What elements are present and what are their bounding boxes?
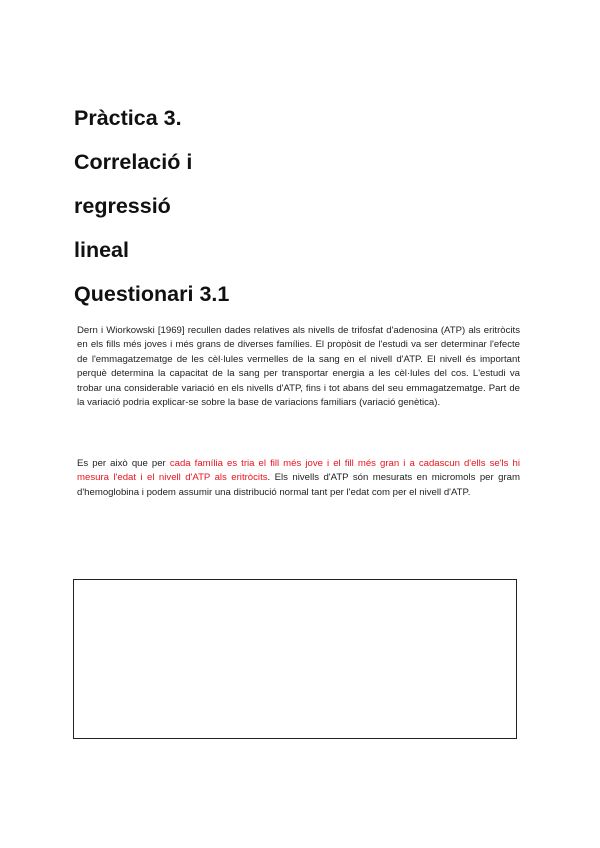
title-line-correlacio: Correlació i xyxy=(74,150,193,174)
design-text-before: Es per això que per xyxy=(77,458,170,469)
title-line-questionari: Questionari 3.1 xyxy=(74,282,230,306)
title-line-regressio: regressió xyxy=(74,194,171,218)
design-paragraph xyxy=(77,457,520,500)
intro-paragraph: Dern i Wiorkowski [1969] recullen dades relatives als nivells de trifosfat d'adenosina (ATP) als eritròcits en els fills més joves i més grans de diverses famílies. El propòsit de l'estudi va ser determinar l'efecte de l'emmagatzematge de les cèl·lules vermelles de la sang en el nivell d'ATP. El nivell és important perquè determina la capacitat de la sang per transportar energia a les cèl·lules del cos. L'estudi va trobar una considerable variació en els nivells d'ATP, fins i tot abans del seu emmagatzematge. Part de la variació podria explicar-se sobre la base de variacions familiars (variació genètica). xyxy=(77,325,520,409)
page-title xyxy=(74,96,229,316)
design-highlight-text: cada família es tria el fill més jove i el fill més gran i a cadascun d'ells se'ls hi mesura l'edat i el nivell d'ATP als eritròcits xyxy=(77,458,520,484)
title-line-practica: Pràctica 3. xyxy=(74,106,182,130)
title-line-lineal: lineal xyxy=(74,238,129,262)
design-text-after: . Els nivells d'ATP són mesurats en micromols per gram d'hemoglobina i podem assumir una distribució normal tant per l'edat com per el nivell d'ATP. xyxy=(77,472,520,498)
answer-box[interactable] xyxy=(73,579,517,739)
